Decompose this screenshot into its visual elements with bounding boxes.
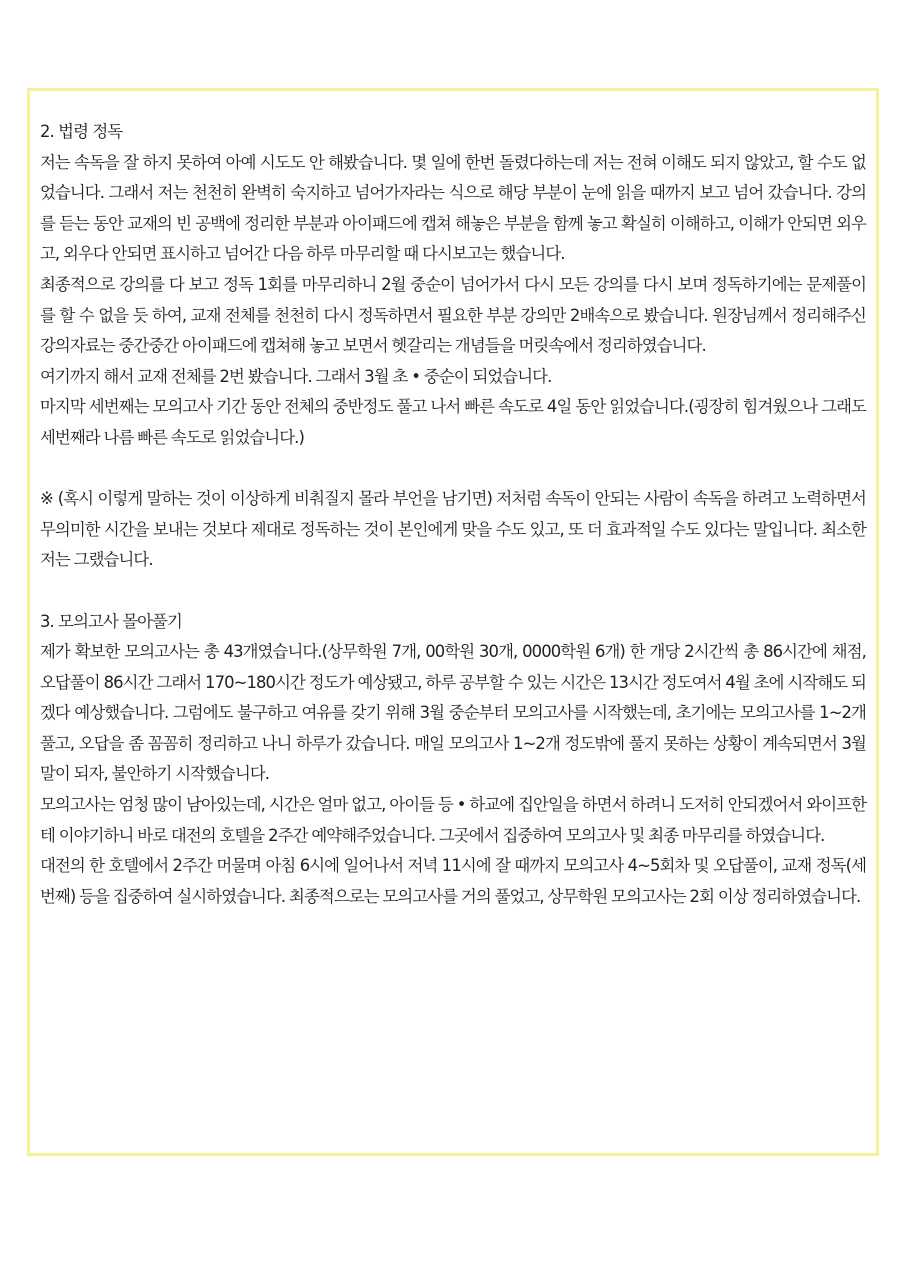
- content-box: [27, 88, 879, 1156]
- spacer: [40, 454, 866, 485]
- section-2-paragraph-1: 저는 속독을 잘 하지 못하여 아예 시도도 안 해봤습니다. 몇 일에 한번 돌렸다하는데 저는 전혀 이해도 되지 않았고, 할 수도 없었습니다. 그래서 저는 천천히 완벽히 숙지하고 넘어가자라는 식으로 해당 부분이 눈에 읽을 때까지 보고 넘어 갔습니다. 강의를 듣는 동안 교재의 빈 공백에 정리한 부분과 아이패드에 캡쳐 해놓은 부분을 함께 놓고 확실히 이해하고, 이해가 안되면 외우고, 외우다 안되면 표시하고 넘어간 다음 하루 마무리할 때 다시보고는 했습니다.: [40, 152, 866, 264]
- section-3-paragraph-3: 대전의 한 호텔에서 2주간 머물며 아침 6시에 일어나서 저녁 11시에 잘 때까지 모의고사 4~5회차 및 오답풀이, 교재 정독(세번째) 등을 집중하여 실시하였습니다. 최종적으로는 모의고사를 거의 풀었고, 상무학원 모의고사는 2회 이상 정리하였습니다.: [40, 856, 866, 906]
- section-3-paragraph-1: 제가 확보한 모의고사는 총 43개였습니다.(상무학원 7개, 00학원 30개, 0000학원 6개) 한 개당 2시간씩 총 86시간에 채점, 오답풀이 86시간 그래서 170~180시간 정도가 예상됐고, 하루 공부할 수 있는 시간은 13시간 정도여서 4월 초에 시작해도 되겠다 예상했습니다. 그럼에도 불구하고 여유를 갖기 위해 3월 중순부터 모의고사를 시작했는데, 초기에는 모의고사를 1~2개 풀고, 오답을 좀 꼼꼼히 정리하고 나니 하루가 갔습니다. 매일 모의고사 1~2개 정도밖에 풀지 못하는 상황이 계속되면서 3월 말이 되자, 불안하기 시작했습니다.: [40, 642, 866, 784]
- section-3-heading: 3. 모의고사 몰아풀기: [40, 611, 182, 631]
- section-2-paragraph-2: 최종적으로 강의를 다 보고 정독 1회를 마무리하니 2월 중순이 넘어가서 다시 모든 강의를 다시 보며 정독하기에는 문제풀이를 할 수 없을 듯 하여, 교재 전체를 천천히 다시 정독하면서 필요한 부분 강의만 2배속으로 봤습니다. 원장님께서 정리해주신 강의자료는 중간중간 아이패드에 캡쳐해 놓고 보면서 헷갈리는 개념들을 머릿속에서 정리하였습니다.: [40, 274, 866, 356]
- section-2-paragraph-4: 마지막 세번째는 모의고사 기간 동안 전체의 중반정도 풀고 나서 빠른 속도로 4일 동안 읽었습니다.(굉장히 힘겨웠으나 그래도 세번째라 나름 빠른 속도로 읽었습니다.): [40, 397, 866, 447]
- spacer: [40, 576, 866, 607]
- section-3-paragraph-2: 모의고사는 엄청 많이 남아있는데, 시간은 얼마 없고, 아이들 등 • 하교에 집안일을 하면서 하려니 도저히 안되겠어서 와이프한테 이야기하니 바로 대전의 호텔을 2주간 예약해주었습니다. 그곳에서 집중하여 모의고사 및 최종 마무리를 하였습니다.: [40, 795, 866, 845]
- section-2-heading: 2. 법령 정독: [40, 122, 123, 141]
- section-2-paragraph-3: 여기까지 해서 교재 전체를 2번 봤습니다. 그래서 3월 초 • 중순이 되었습니다.: [40, 366, 552, 386]
- section-2-note: ※ (혹시 이렇게 말하는 것이 이상하게 비춰질지 몰라 부언을 남기면) 저처럼 속독이 안되는 사람이 속독을 하려고 노력하면서 무의미한 시간을 보내는 것보다 제대로 정독하는 것이 본인에게 맞을 수도 있고, 또 더 효과적일 수도 있다는 말입니다. 최소한 저는 그랬습니다.: [40, 489, 866, 570]
